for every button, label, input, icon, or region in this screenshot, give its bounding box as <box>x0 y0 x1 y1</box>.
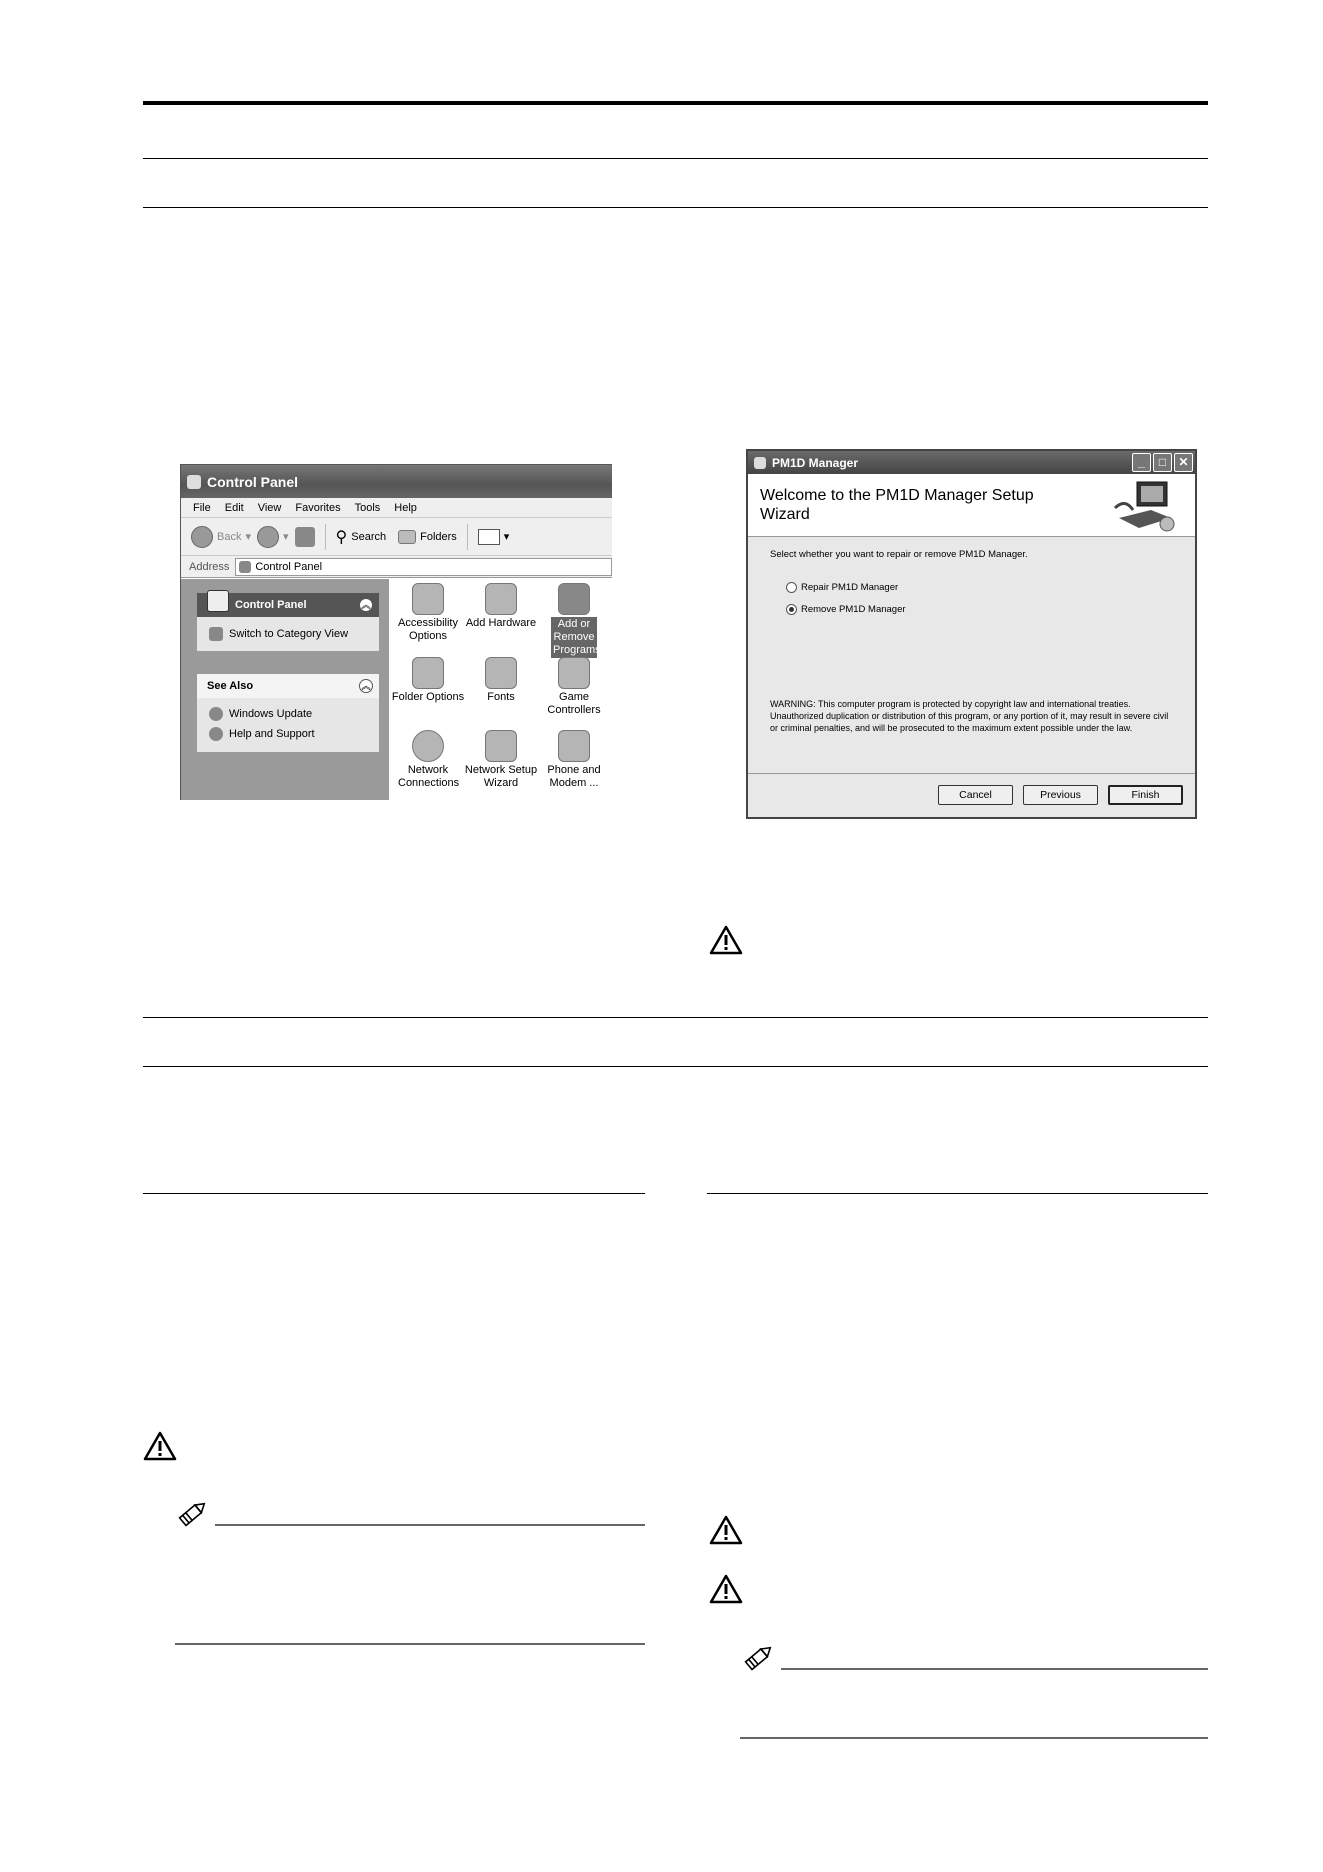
control-panel-body <box>181 579 612 800</box>
task-box-header[interactable] <box>197 593 379 617</box>
control-panel-window <box>180 464 612 800</box>
menu-bar <box>181 498 612 518</box>
note-rule <box>215 1524 645 1526</box>
help-icon <box>209 727 223 741</box>
network-setup-wizard-icon <box>485 730 517 762</box>
forward-button[interactable] <box>257 526 289 548</box>
maximize-icon[interactable]: □ <box>1153 453 1172 472</box>
add-hardware-item[interactable] <box>462 583 540 630</box>
back-button[interactable] <box>191 526 251 548</box>
control-panel-title-bar <box>181 465 612 498</box>
item-label: Add Hardware <box>465 617 537 629</box>
see-also-box <box>197 674 379 752</box>
repair-option[interactable] <box>786 582 898 593</box>
section-rule <box>143 1066 1208 1067</box>
see-also-title: See Also <box>207 680 254 692</box>
pm1d-manager-dialog <box>746 449 1197 819</box>
app-icon <box>754 457 766 469</box>
close-icon[interactable]: ✕ <box>1174 453 1193 472</box>
previous-button[interactable]: Previous <box>1023 785 1098 805</box>
up-folder-icon <box>295 527 315 547</box>
remove-radio[interactable] <box>786 604 797 615</box>
wizard-instruction: Select whether you want to repair or remove PM1D Manager. <box>770 549 1028 560</box>
wizard-footer <box>748 773 1195 817</box>
views-button[interactable] <box>478 529 510 545</box>
copyright-warning: WARNING: This computer program is protected by copyright law and international treaties. Unauthorized duplication or distribution of this program, or any portion of it, may result in severe civil or criminal penalties, and will be prosecuted to the maximum extent possible under the law. <box>770 699 1169 733</box>
toolbar-separator <box>467 524 468 550</box>
task-pane <box>181 579 389 800</box>
windows-update-link[interactable] <box>197 704 379 724</box>
address-label: Address <box>189 560 230 573</box>
window-title: Control Panel <box>207 473 299 490</box>
section-rule <box>143 1017 1208 1018</box>
folders-icon <box>398 530 416 544</box>
game-controllers-item[interactable] <box>535 657 612 717</box>
add-remove-programs-item[interactable] <box>535 583 612 658</box>
item-label: Add or Remove Programs <box>553 618 601 656</box>
item-label: Game Controllers <box>547 691 601 716</box>
dialog-title-bar <box>748 451 1195 474</box>
task-box-title: Control Panel <box>235 599 307 611</box>
switch-category-view-link[interactable] <box>197 617 379 651</box>
switch-view-icon <box>209 627 223 641</box>
caution-icon <box>143 1431 177 1461</box>
see-also-header[interactable] <box>197 674 379 698</box>
collapse-icon[interactable]: ︽ <box>359 598 373 612</box>
back-label: Back <box>217 530 242 543</box>
control-panel-icon <box>239 561 251 573</box>
header-rule <box>143 101 1208 105</box>
back-arrow-icon <box>191 526 213 548</box>
caution-icon <box>709 925 743 955</box>
windows-update-label: Windows Update <box>229 708 313 720</box>
fonts-icon <box>485 657 517 689</box>
search-icon: ⚲ <box>335 528 348 546</box>
note-rule <box>740 1737 1208 1739</box>
control-panel-icon <box>187 475 201 489</box>
menu-favorites[interactable]: Favorites <box>295 501 341 514</box>
column-rule <box>143 1193 645 1194</box>
caution-icon <box>709 1515 743 1545</box>
folders-button[interactable] <box>398 530 457 544</box>
note-rule <box>175 1643 645 1645</box>
note-rule <box>781 1668 1208 1670</box>
phone-modem-icon <box>558 730 590 762</box>
item-label: Fonts <box>487 691 515 703</box>
folder-options-icon <box>412 657 444 689</box>
finish-button[interactable]: Finish <box>1108 785 1183 805</box>
windows-update-icon <box>209 707 223 721</box>
toolbar <box>181 518 612 556</box>
minimize-icon[interactable]: _ <box>1132 453 1151 472</box>
search-button[interactable] <box>336 527 387 547</box>
control-panel-task-box <box>197 593 379 651</box>
item-label: Phone and Modem ... <box>547 764 601 789</box>
menu-edit[interactable]: Edit <box>224 501 244 514</box>
menu-help[interactable]: Help <box>394 501 417 514</box>
menu-file[interactable]: File <box>193 501 211 514</box>
network-setup-wizard-item[interactable] <box>462 730 540 790</box>
accessibility-icon <box>412 583 444 615</box>
up-folder-button[interactable] <box>295 527 315 547</box>
add-remove-programs-icon <box>558 583 590 615</box>
address-bar <box>181 556 612 578</box>
menu-view[interactable]: View <box>257 501 282 514</box>
help-support-label: Help and Support <box>229 728 315 740</box>
item-label: Network Setup Wizard <box>464 764 538 789</box>
wizard-heading: Welcome to the PM1D Manager Setup Wizard <box>760 487 1034 523</box>
help-support-link[interactable] <box>197 724 379 744</box>
collapse-icon[interactable]: ︽ <box>359 679 373 693</box>
column-rule <box>707 1193 1208 1194</box>
wizard-header <box>748 474 1195 537</box>
search-label: Search <box>351 530 387 543</box>
address-input[interactable] <box>235 558 612 576</box>
note-pencil-icon <box>740 1640 776 1676</box>
control-panel-icon <box>207 590 229 612</box>
network-connections-item[interactable] <box>389 730 467 790</box>
icon-view <box>389 579 612 800</box>
repair-radio[interactable] <box>786 582 797 593</box>
folders-label: Folders <box>420 530 457 543</box>
computer-setup-icon <box>1111 478 1181 534</box>
network-connections-icon <box>412 730 444 762</box>
item-label: Folder Options <box>391 691 465 703</box>
menu-tools[interactable]: Tools <box>354 501 381 514</box>
wizard-body <box>748 537 1195 767</box>
chevron-down-icon: ▾ <box>245 531 251 543</box>
repair-label: Repair PM1D Manager <box>801 582 899 593</box>
item-label: Accessibility Options <box>398 617 458 642</box>
cancel-button[interactable]: Cancel <box>938 785 1013 805</box>
switch-category-view-label: Switch to Category View <box>229 628 349 640</box>
remove-label: Remove PM1D Manager <box>801 604 906 615</box>
add-hardware-icon <box>485 583 517 615</box>
section-rule <box>143 158 1208 159</box>
folder-options-item[interactable] <box>389 657 467 704</box>
chevron-down-icon: ▾ <box>283 531 289 543</box>
forward-arrow-icon <box>257 526 279 548</box>
views-icon <box>478 529 500 545</box>
accessibility-options-item[interactable] <box>389 583 467 643</box>
dialog-title: PM1D Manager <box>772 455 859 470</box>
phone-modem-item[interactable] <box>535 730 612 790</box>
address-value: Control Panel <box>255 560 323 573</box>
fonts-item[interactable] <box>462 657 540 704</box>
section-rule <box>143 207 1208 208</box>
game-controllers-icon <box>558 657 590 689</box>
remove-option[interactable] <box>786 604 906 615</box>
item-label: Network Connections <box>398 764 460 789</box>
note-pencil-icon <box>174 1496 210 1532</box>
toolbar-separator <box>325 524 326 550</box>
caution-icon <box>709 1574 743 1604</box>
chevron-down-icon: ▾ <box>503 531 510 543</box>
